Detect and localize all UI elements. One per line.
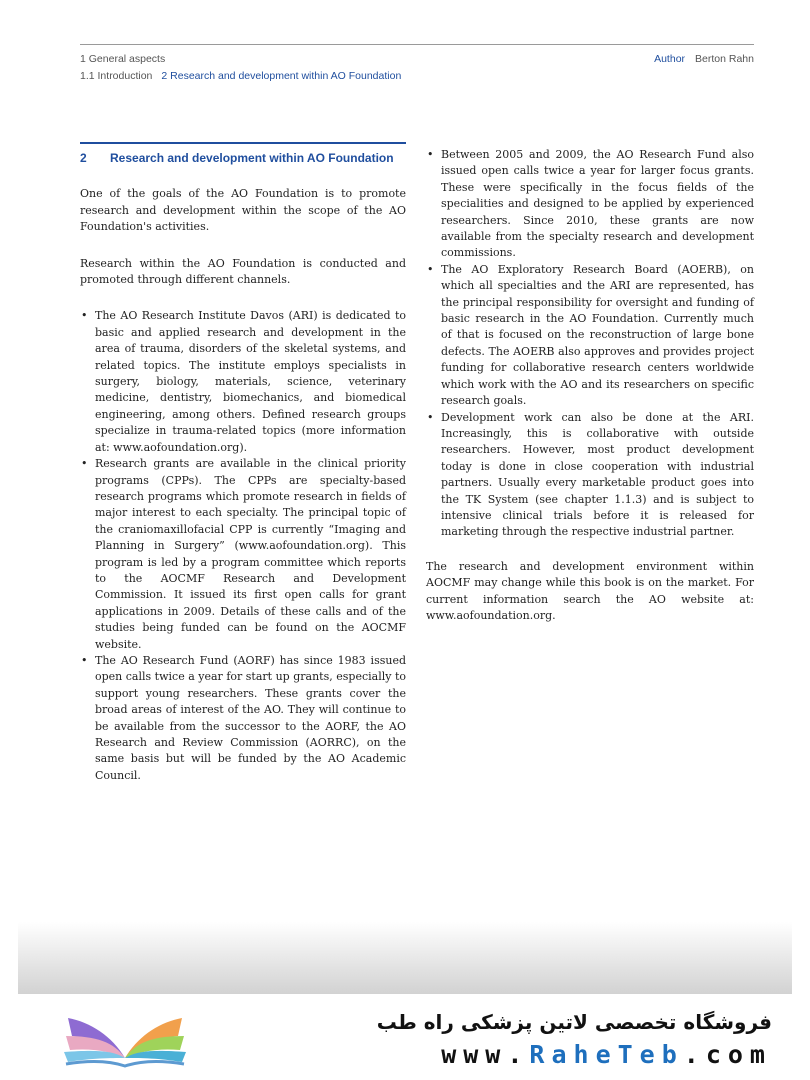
section-heading bbox=[80, 142, 406, 166]
list-item: • Between 2005 and 2009, the AO Research Fund also issued open calls twice a year for larger focus grants. These were specifically in the focus fields of the specialities and designed to be applied by experienced researchers. Since 2010, these grants are now available from the specialty research and development commissions. bbox=[426, 147, 754, 262]
running-header bbox=[80, 44, 754, 85]
breadcrumb-section: 1.1 Introduction bbox=[80, 70, 153, 82]
url-brand: RaheTeb bbox=[529, 1040, 684, 1069]
header-chapter: 1 General aspects bbox=[80, 53, 166, 65]
right-column bbox=[426, 147, 754, 644]
list-item: • Development work can also be done at the ARI. Increasingly, this is collaborative with outside researchers. However, most product development today is done in close cooperation with industrial partners. Usually every marketable product goes into the TK System (see chapter 1.1.3) and is subject to intensive clinical trials before it is released for marketing through the respective industrial partner. bbox=[426, 410, 754, 541]
footer-brand-text: فروشگاه تخصصی لاتین پزشکی راه طب bbox=[376, 1010, 772, 1034]
bullet-list-left bbox=[80, 308, 406, 784]
footer-website bbox=[441, 1040, 772, 1069]
breadcrumb-current: 2 Research and development within AO Foundation bbox=[161, 70, 402, 82]
section-number: 2 bbox=[80, 151, 87, 165]
open-book-logo-icon bbox=[60, 1006, 190, 1072]
author-label: Author bbox=[654, 53, 686, 65]
list-item: • Research grants are available in the clinical priority programs (CPPs). The CPPs are specialty-based research programs which promote research in fields of major interest to each specialty. The principal topic of the craniomaxillofacial CPP is currently “Imaging and Planning in Surgery” (www.aofoundation.org). This program is led by a program committee which reports to the AOCMF Research and Development Commission. It issued its first open calls for grant applications in 2009. Details of these calls and of the studies being funded can be found on the AOCMF website. bbox=[80, 456, 406, 653]
author-name: Berton Rahn bbox=[695, 53, 754, 65]
intro-paragraph: One of the goals of the AO Foundation is to promote research and development within the scope of the AO Foundation's activities. bbox=[80, 187, 406, 234]
bullet-list-right bbox=[426, 147, 754, 541]
url-prefix: www. bbox=[441, 1040, 530, 1069]
list-item: • The AO Research Fund (AORF) has since 1983 issued open calls twice a year for start up grants, especially to support young researchers. These grants cover the broad areas of interest of the AO. They will continue to be available from the successor to the AORF, the AO Research and Review Commission (AORRC), on the same basis but will be funded by the AO Academic Council. bbox=[80, 653, 406, 784]
closing-paragraph: The research and development environment within AOCMF may change while this book is on the market. For current information search the AO website at: www.aofoundation.org. bbox=[426, 559, 754, 622]
list-item: • The AO Research Institute Davos (ARI) is dedicated to basic and applied research and development in the area of trauma, disorders of the skeletal systems, and related topics. The institute employs specialists in surgery, biology, materials, science, veterinary medicine, dentistry, biomechanics, and biomedical engineering, among others. Defined research groups specialize in trauma-related topics (more information at: www.aofoundation.org). bbox=[80, 308, 406, 456]
footer-shade bbox=[18, 922, 792, 994]
header-author bbox=[654, 51, 754, 68]
intro-paragraph-2: Research within the AO Foundation is conducted and promoted through different channels. bbox=[80, 256, 406, 287]
section-title: Research and development within AO Foundation bbox=[110, 151, 394, 165]
list-item: • The AO Exploratory Research Board (AOERB), on which all specialties and the ARI are represented, has the principal responsibility for oversight and funding of basic research in the AO Foundation. Currently much of that is focused on the reconstruction of large bone defects. The AOERB also approves and provides project funding for collaborative research centers worldwide which work with the AO and its researchers on specific research goals. bbox=[426, 262, 754, 410]
breadcrumb bbox=[80, 68, 401, 85]
url-suffix: .com bbox=[683, 1040, 772, 1069]
left-column bbox=[80, 142, 406, 802]
